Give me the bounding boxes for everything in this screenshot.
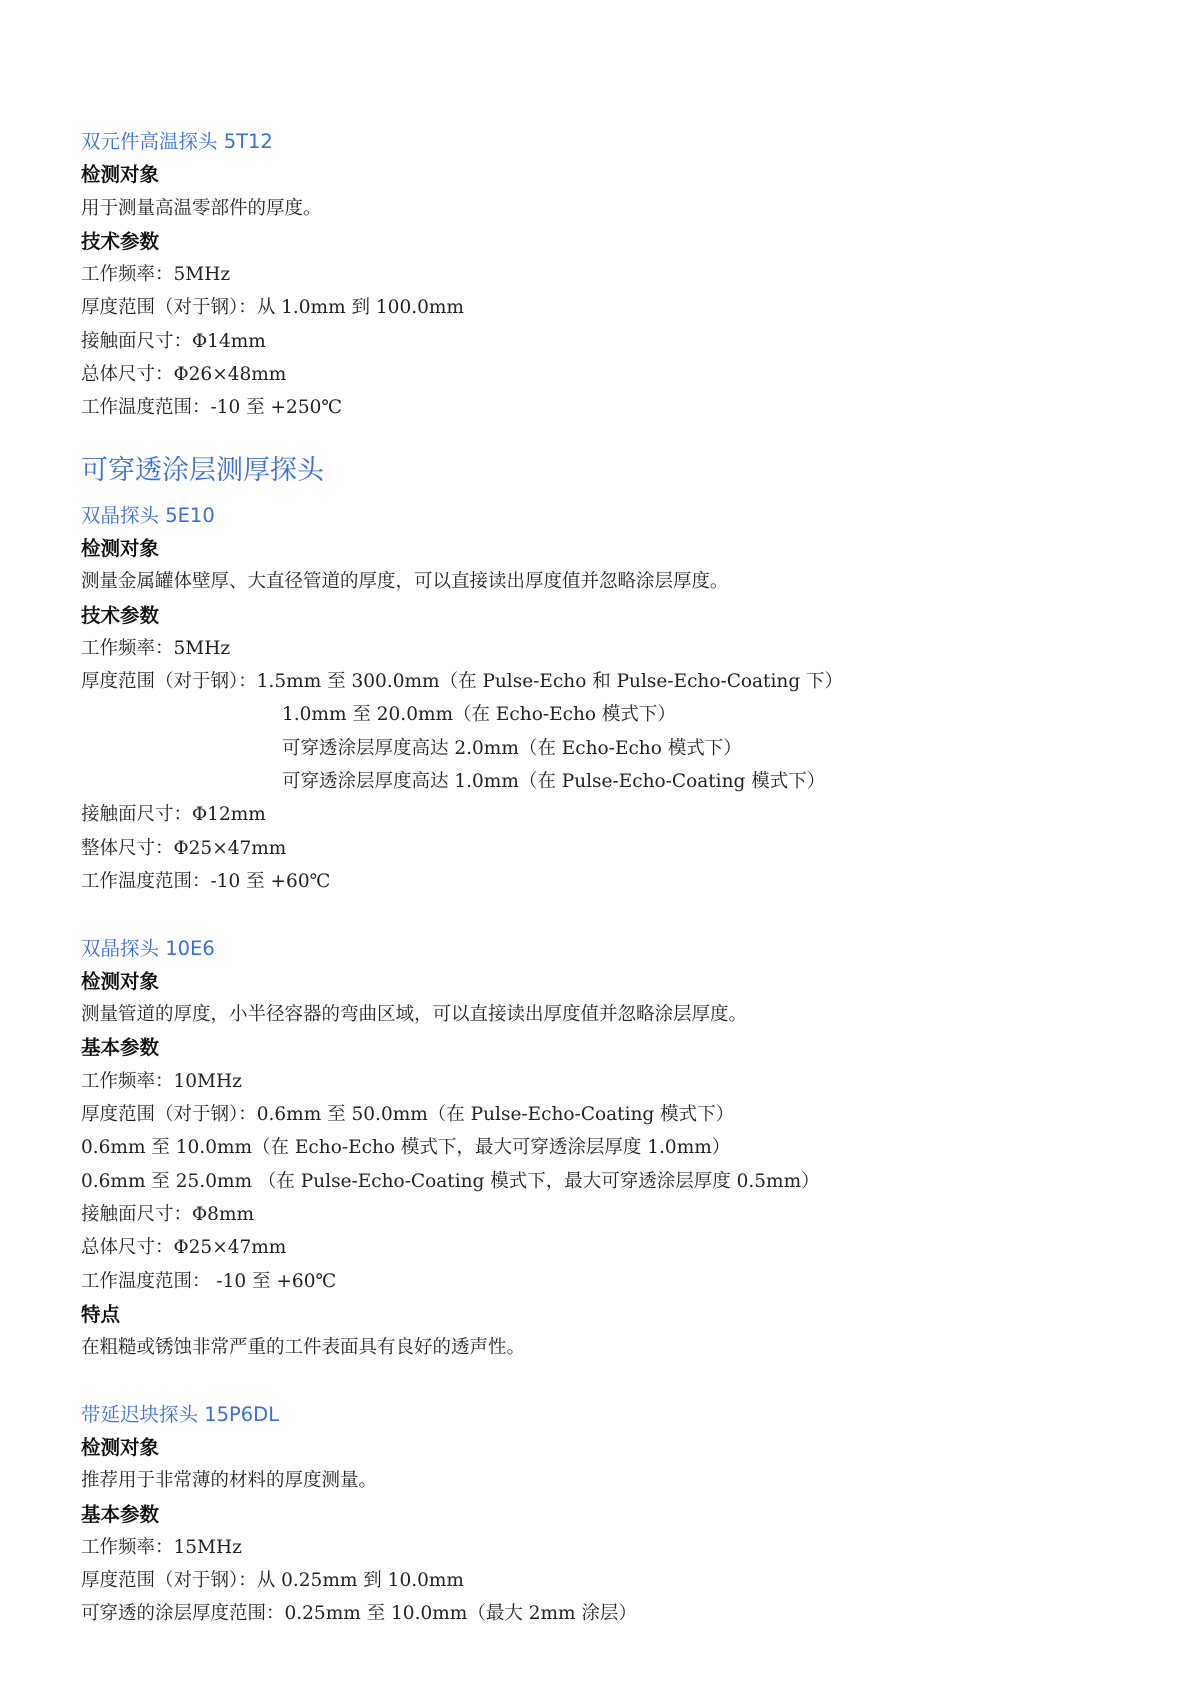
detection-target-text: 推荐用于非常薄的材料的厚度测量。 (81, 1470, 378, 1492)
probe-section-10e6 (81, 932, 1141, 1365)
param-line: 整体尺寸：Φ25×47mm (81, 837, 287, 859)
param-line: 接触面尺寸：Φ14mm (81, 330, 266, 352)
param-line: 接触面尺寸：Φ12mm (81, 804, 266, 826)
param-line: 工作温度范围：-10 至 +250℃ (81, 397, 343, 419)
param-line: 厚度范围（对于钢）：0.6mm 至 50.0mm（在 Pulse-Echo-Coating 模式下） (81, 1104, 735, 1126)
param-line: 工作温度范围： -10 至 +60℃ (81, 1270, 337, 1292)
param-line: 厚度范围（对于钢）：1.5mm 至 300.0mm（在 Pulse-Echo 和 Pulse-Echo-Coating 下） (81, 671, 844, 693)
param-line: 总体尺寸：Φ26×48mm (81, 364, 287, 386)
param-line: 工作频率：5MHz (81, 637, 231, 659)
detection-target-text: 用于测量高温零部件的厚度。 (81, 197, 322, 219)
probe-section-5e10 (81, 499, 1141, 899)
detection-target-label: 检测对象 (81, 969, 160, 993)
param-line-continued: 可穿透涂层厚度高达 1.0mm（在 Pulse-Echo-Coating 模式下） (282, 771, 826, 793)
tech-params-label: 技术参数 (81, 229, 160, 253)
features-text: 在粗糙或锈蚀非常严重的工件表面具有良好的透声性。 (81, 1337, 526, 1359)
param-line: 厚度范围（对于钢）：从 1.0mm 到 100.0mm (81, 297, 464, 319)
param-line-continued: 1.0mm 至 20.0mm（在 Echo-Echo 模式下） (282, 704, 676, 726)
spacer (81, 898, 1141, 931)
probe-section-15p6dl (81, 1398, 1141, 1631)
basic-params-label: 基本参数 (81, 1036, 160, 1060)
document-page (81, 125, 1141, 1631)
features-label: 特点 (81, 1302, 121, 1326)
probe-title: 双晶探头 10E6 (81, 936, 215, 960)
basic-params-label: 基本参数 (81, 1502, 160, 1526)
detection-target-label: 检测对象 (81, 163, 160, 187)
spacer (81, 1364, 1141, 1397)
param-line: 可穿透的涂层厚度范围：0.25mm 至 10.0mm（最大 2mm 涂层） (81, 1603, 637, 1625)
detection-target-label: 检测对象 (81, 536, 160, 560)
param-line: 工作温度范围：-10 至 +60℃ (81, 870, 331, 892)
param-line: 0.6mm 至 10.0mm（在 Echo-Echo 模式下，最大可穿透涂层厚度 1.0mm） (81, 1137, 731, 1159)
detection-target-text: 测量管道的厚度，小半径容器的弯曲区域，可以直接读出厚度值并忽略涂层厚度。 (81, 1004, 748, 1026)
param-line-continued: 可穿透涂层厚度高达 2.0mm（在 Echo-Echo 模式下） (282, 737, 742, 759)
section-heading: 可穿透涂层测厚探头 (81, 454, 324, 486)
probe-section-5t12 (81, 125, 1141, 425)
probe-title: 双晶探头 5E10 (81, 503, 215, 527)
probe-title: 带延迟块探头 15P6DL (81, 1402, 280, 1426)
detection-target-text: 测量金属罐体壁厚、大直径管道的厚度，可以直接读出厚度值并忽略涂层厚度。 (81, 571, 729, 593)
tech-params-label: 技术参数 (81, 603, 160, 627)
param-line: 总体尺寸：Φ25×47mm (81, 1237, 287, 1259)
param-line: 厚度范围（对于钢）：从 0.25mm 到 10.0mm (81, 1570, 464, 1592)
param-line: 接触面尺寸：Φ8mm (81, 1203, 255, 1225)
param-line: 工作频率：15MHz (81, 1536, 242, 1558)
param-line: 工作频率：10MHz (81, 1070, 242, 1092)
probe-title: 双元件高温探头 5T12 (81, 130, 273, 153)
param-line: 工作频率：5MHz (81, 264, 231, 286)
param-line: 0.6mm 至 25.0mm （在 Pulse-Echo-Coating 模式下，最大可穿透涂层厚度 0.5mm） (81, 1170, 820, 1192)
detection-target-label: 检测对象 (81, 1435, 160, 1459)
